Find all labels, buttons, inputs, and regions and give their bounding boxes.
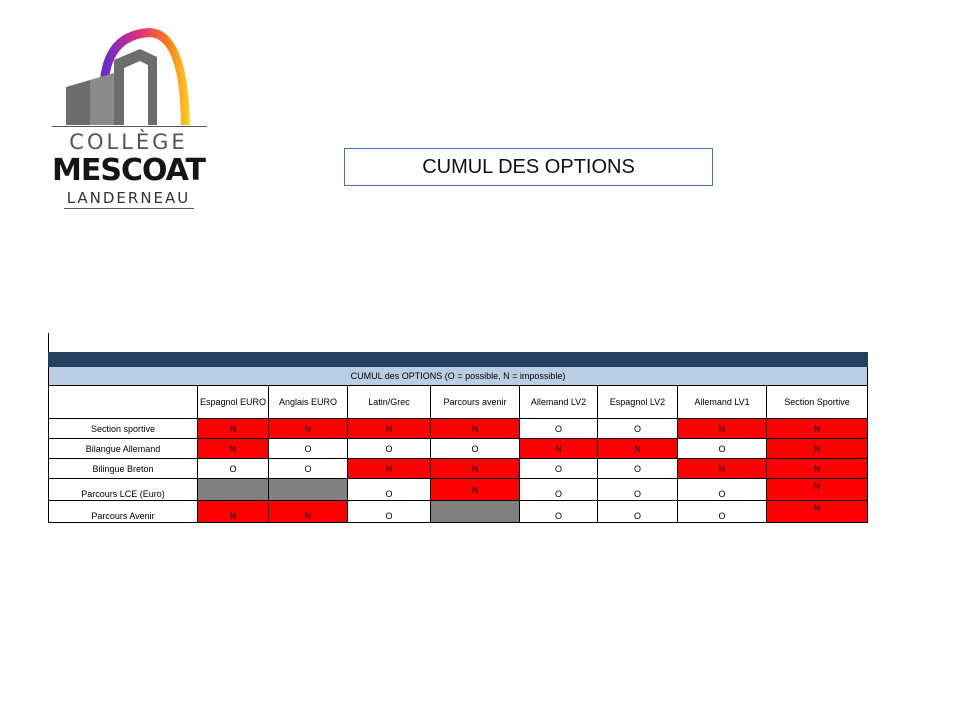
table-row <box>49 501 868 523</box>
logo-city-text: LANDERNEAU <box>66 189 191 207</box>
column-header: Allemand LV1 <box>678 386 767 419</box>
table-cell: O <box>348 439 431 459</box>
logo-rule-top <box>52 126 207 127</box>
college-logo <box>50 25 210 215</box>
table-cell: N <box>767 459 868 479</box>
column-header: Allemand LV2 <box>520 386 598 419</box>
table-cell: O <box>598 501 678 523</box>
table-cell: O <box>598 479 678 501</box>
column-header: Parcours avenir <box>431 386 520 419</box>
column-header: Anglais EURO <box>269 386 348 419</box>
table-column-header-row <box>49 386 868 419</box>
table-cell: O <box>678 439 767 459</box>
options-table-wrapper <box>48 352 868 523</box>
column-header-empty <box>49 386 198 419</box>
table-header-band <box>49 353 868 367</box>
table-cell: N <box>348 459 431 479</box>
table-cell: N <box>767 439 868 459</box>
table-cell <box>431 501 520 523</box>
table-cell: N <box>198 501 269 523</box>
table-cell: O <box>269 439 348 459</box>
table-row <box>49 479 868 501</box>
logo-name-text: MESCOAT <box>51 153 206 188</box>
table-cell: N <box>767 479 868 501</box>
table-row <box>49 419 868 439</box>
table-cell: N <box>520 439 598 459</box>
table-cell: N <box>431 459 520 479</box>
table-cell: O <box>520 479 598 501</box>
table-cell: O <box>431 439 520 459</box>
table-row <box>49 459 868 479</box>
row-label: Parcours LCE (Euro) <box>49 479 198 501</box>
table-caption: CUMUL des OPTIONS (O = possible, N = impossible) <box>49 367 868 386</box>
table-cell: O <box>348 501 431 523</box>
table-cell <box>269 479 348 501</box>
table-cell: O <box>520 419 598 439</box>
logo-rule-bottom <box>64 208 194 209</box>
row-label: Section sportive <box>49 419 198 439</box>
table-cell: O <box>520 501 598 523</box>
column-header: Section Sportive <box>767 386 868 419</box>
table-cell: O <box>678 479 767 501</box>
table-cell: N <box>431 419 520 439</box>
column-header: Espagnol LV2 <box>598 386 678 419</box>
table-cell: O <box>269 459 348 479</box>
table-cell: O <box>198 459 269 479</box>
table-cell: O <box>520 459 598 479</box>
table-cell: O <box>598 459 678 479</box>
table-caption-row <box>49 367 868 386</box>
options-table <box>48 352 868 523</box>
table-cell: N <box>678 419 767 439</box>
table-cell: O <box>348 479 431 501</box>
building-arch-logo-icon <box>50 25 210 130</box>
table-cell: N <box>767 501 868 523</box>
column-header: Latin/Grec <box>348 386 431 419</box>
table-cell: N <box>598 439 678 459</box>
page-title: CUMUL DES OPTIONS <box>344 148 713 186</box>
logo-college-text: COLLÈGE <box>69 130 188 154</box>
table-cell: N <box>269 419 348 439</box>
row-label: Parcours Avenir <box>49 501 198 523</box>
table-cell: N <box>678 459 767 479</box>
table-cell: N <box>198 439 269 459</box>
table-cell: N <box>431 479 520 501</box>
column-header: Espagnol EURO <box>198 386 269 419</box>
table-cell: N <box>198 419 269 439</box>
table-cell: N <box>348 419 431 439</box>
table-row <box>49 439 868 459</box>
table-left-line <box>48 333 49 353</box>
table-cell: N <box>269 501 348 523</box>
row-label: Bilangue Allemand <box>49 439 198 459</box>
table-cell <box>198 479 269 501</box>
row-label: Bilingue Breton <box>49 459 198 479</box>
table-cell: O <box>678 501 767 523</box>
table-cell: O <box>598 419 678 439</box>
table-cell: N <box>767 419 868 439</box>
